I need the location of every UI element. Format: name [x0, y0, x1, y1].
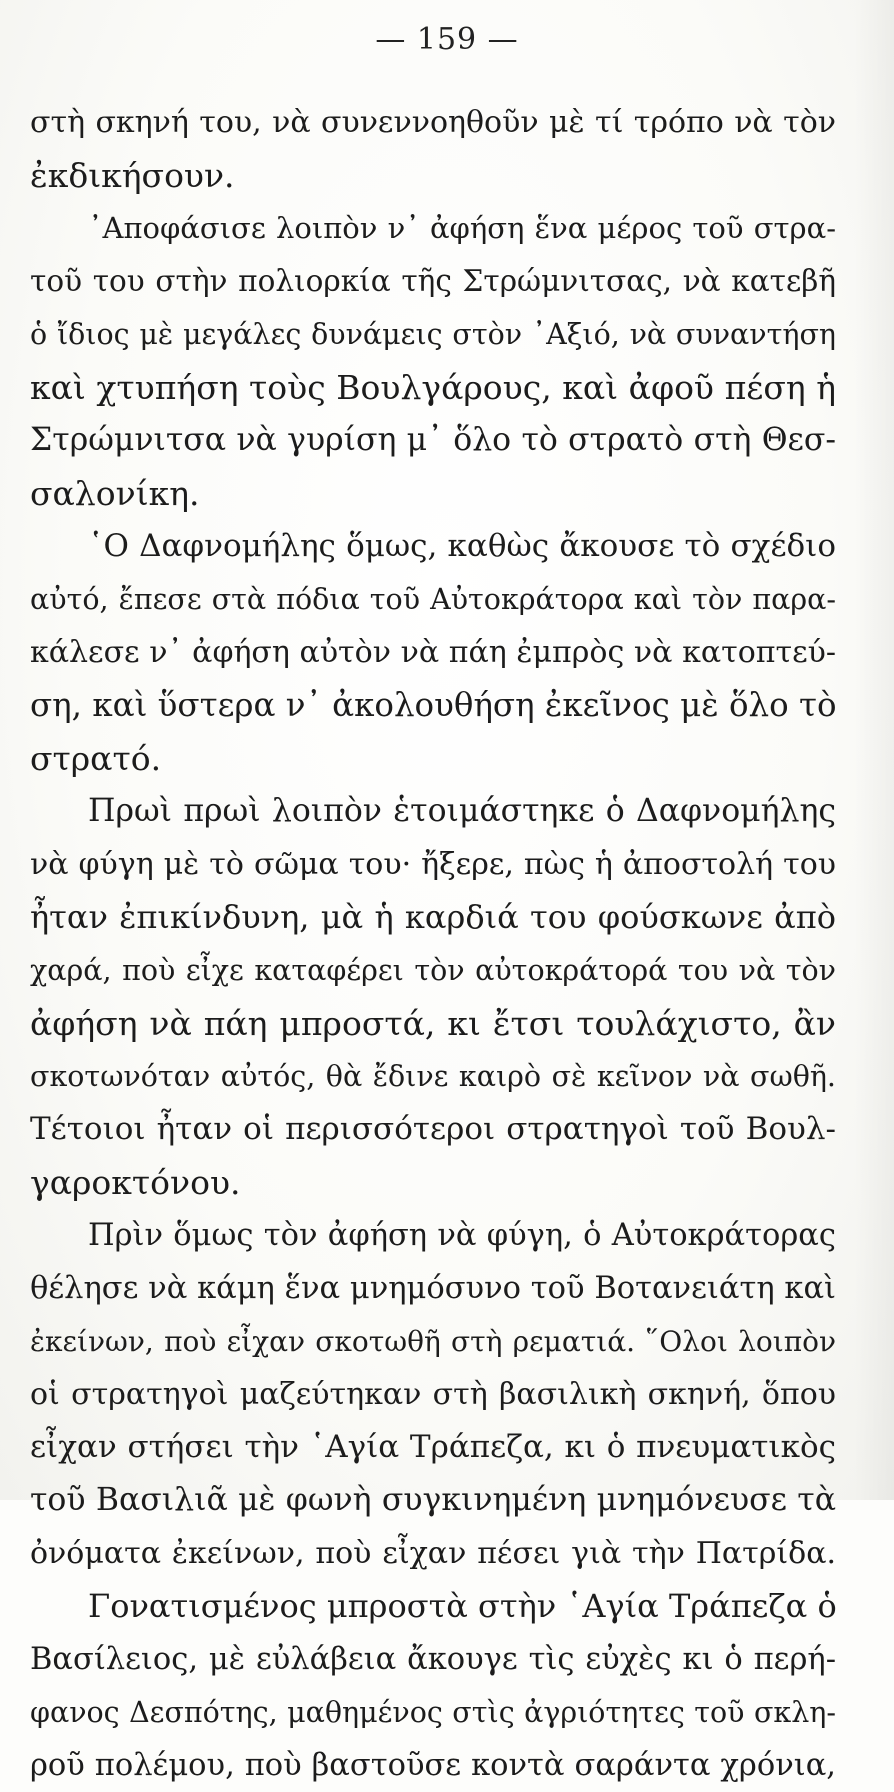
- text-line: Στρώμνιτσα νὰ γυρίση μ᾿ ὅλο τὸ στρατὸ στὴ Θεσ-: [30, 422, 836, 458]
- text-line: κάλεσε ν᾿ ἀφήση αὐτὸν νὰ πάη ἐμπρὸς νὰ κατοπτεύ-: [30, 635, 836, 670]
- text-line: ᾿Αποφάσισε λοιπὸν ν᾿ ἀφήση ἕνα μέρος τοῦ στρα-: [88, 211, 836, 245]
- text-line: εἶχαν στήσει τὴν ῾Αγία Τράπεζα, κι ὁ πνευματικὸς: [30, 1429, 836, 1465]
- text-line: ἦταν ἐπικίνδυνη, μὰ ἡ καρδιά του φούσκωνε ἀπὸ: [30, 898, 836, 936]
- text-line: ἐκείνων, ποὺ εἶχαν σκοτωθῆ στὴ ρεματιά. ῞Ολοι λοιπὸν: [30, 1325, 836, 1358]
- text-line: γαροκτόνου.: [30, 1163, 241, 1202]
- text-line: ἀφήση νὰ πάη μπροστά, κι ἔτσι τουλάχιστο, ἂν: [30, 1004, 836, 1043]
- text-line: φανος Δεσπότης, μαθημένος στὶς ἀγριότητες τοῦ σκλη-: [30, 1696, 836, 1729]
- text-line: Γονατισμένος μπροστὰ στὴν ῾Αγία Τράπεζα ὁ: [88, 1587, 837, 1625]
- text-line: αὐτό, ἔπεσε στὰ πόδια τοῦ Αὐτοκράτορα καὶ τὸν παρα-: [30, 583, 836, 616]
- text-line: στὴ σκηνή του, νὰ συνεννοηθοῦν μὲ τί τρόπο νὰ τὸν: [30, 105, 836, 140]
- text-line: ἐκδικήσουν.: [30, 156, 235, 195]
- text-line: Βασίλειος, μὲ εὐλάβεια ἄκουγε τὶς εὐχὲς κι ὁ περή-: [30, 1642, 836, 1677]
- text-line: σαλονίκη.: [30, 474, 200, 513]
- text-line: ροῦ πολέμου, ποὺ βαστοῦσε κοντὰ σαράντα χρόνια,: [30, 1748, 836, 1783]
- page-edge-shadow: [854, 0, 894, 1500]
- text-line: ὁ ἴδιος μὲ μεγάλες δυνάμεις στὸν ᾿Αξιό, νὰ συναντήση: [30, 318, 836, 351]
- text-line: τοῦ του στὴν πολιορκία τῆς Στρώμνιτσας, νὰ κατεβῆ: [30, 264, 836, 298]
- text-line: ὀνόματα ἐκείνων, ποὺ εἶχαν πέσει γιὰ τὴν Πατρίδα.: [30, 1536, 836, 1571]
- text-line: Πρωὶ πρωὶ λοιπὸν ἑτοιμάστηκε ὁ Δαφνομήλης: [88, 793, 836, 829]
- text-line: καὶ χτυπήση τοὺς Βουλγάρους, καὶ ἀφοῦ πέση ἡ: [30, 368, 836, 407]
- text-line: ση, καὶ ὕστερα ν᾿ ἀκολουθήση ἐκεῖνος μὲ ὅλο τὸ: [30, 686, 837, 724]
- text-line: νὰ φύγη μὲ τὸ σῶμα του· ἤξερε, πὼς ἡ ἀποστολή του: [30, 847, 836, 882]
- page-number: — 159 —: [375, 22, 519, 57]
- text-line: Πρὶν ὅμως τὸν ἀφήση νὰ φύγη, ὁ Αὐτοκράτορας: [88, 1218, 836, 1253]
- text-line: Τέτοιοι ἦταν οἱ περισσότεροι στρατηγοὶ τοῦ Βουλ-: [30, 1111, 836, 1147]
- text-line: χαρά, ποὺ εἶχε καταφέρει τὸν αὐτοκράτορά του νὰ τὸν: [30, 954, 836, 987]
- text-line: τοῦ Βασιλιᾶ μὲ φωνὴ συγκινημένη μνημόνευσε τὰ: [30, 1482, 836, 1518]
- text-line: στρατό.: [30, 739, 162, 778]
- text-line: θέλησε νὰ κάμη ἕνα μνημόσυνο τοῦ Βοτανειάτη καὶ: [30, 1271, 836, 1306]
- text-line: σκοτωνόταν αὐτός, θὰ ἔδινε καιρὸ σὲ κεῖνον νὰ σωθῆ.: [30, 1060, 836, 1093]
- text-line: οἱ στρατηγοὶ μαζεύτηκαν στὴ βασιλικὴ σκηνή, ὅπου: [30, 1377, 836, 1412]
- body-text: [30, 96, 836, 1792]
- text-line: ῾Ο Δαφνομήλης ὅμως, καθὼς ἄκουσε τὸ σχέδιο: [88, 528, 836, 564]
